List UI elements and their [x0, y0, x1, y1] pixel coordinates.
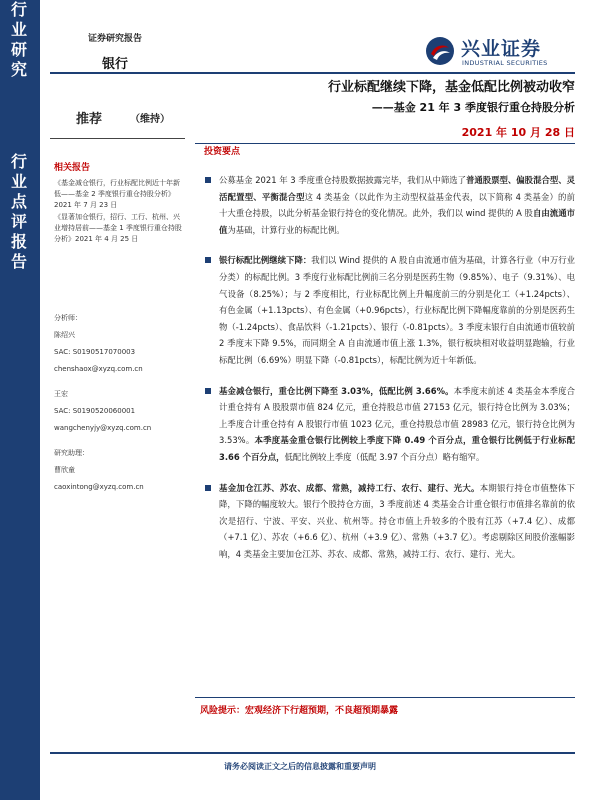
related-reports-heading: 相关报告: [54, 163, 91, 173]
doc-type-label: 证券研究报告: [88, 34, 143, 44]
sidebar: [0, 0, 40, 800]
sidebar-report-type: 行 业 点 评 报 告: [10, 152, 29, 271]
analyst-name: 陈绍兴: [54, 331, 75, 339]
analyst-entry: [54, 445, 186, 496]
analyst-sac: SAC: S0190520060001: [54, 407, 136, 415]
analyst-name: 王宏: [54, 390, 68, 398]
sidebar-category: 行 业 研 究: [10, 0, 29, 79]
logo-mark-icon: [425, 36, 455, 66]
logo-text-en: INDUSTRIAL SECURITIES: [462, 59, 548, 67]
bullet-point: 基金加仓江苏、苏农、成都、常熟，减持工行、农行、建行、光大。本期银行持仓市值整体下降，下降的幅度较大。银行个股持仓方面，3 季度前述 4 类基金合计重仓银行市值排名靠前的依次是招行、宁波、平安、兴业、杭州等。持仓市值上升较多的个股有江苏（+7.4 亿）、成都（+7.1 亿）、苏农（+6.6 亿）、杭州（+3.9 亿）、常熟（+3.7 亿）。考虑剔除区间股价涨幅影响，4 类基金主要加仓江苏、苏农、成都、常熟，减持工行、农行、建行、光大。: [205, 480, 575, 563]
bullet-icon: [205, 485, 211, 491]
rating-status: （维持）: [130, 114, 170, 125]
related-reports-list: [54, 178, 186, 246]
page-subtitle: ——基金 21 年 3 季度银行重仓持股分析: [371, 101, 575, 114]
bullet-icon: [205, 257, 211, 263]
investment-points: [205, 172, 575, 576]
analyst-entry: [54, 386, 186, 437]
right-divider: [195, 143, 575, 144]
analyst-sac: SAC: S0190517070003: [54, 348, 136, 356]
left-divider: [50, 138, 185, 139]
company-logo: [425, 34, 575, 70]
investment-heading: 投资要点: [204, 147, 241, 157]
related-report-item: 《显著加仓银行，招行、工行、杭州、兴业增持居前——基金 1 季度银行重仓持股分析》2021 年 4 月 25 日: [54, 213, 182, 243]
title-block: [235, 78, 575, 118]
analyst-role: 分析师：: [54, 314, 82, 322]
bullet-point: 基金减仓银行，重仓比例下降至 3.03%，低配比例 3.66%。本季度末前述 4 类基金本季度合计重仓持有 A 股股票市值 824 亿元，重仓持股总市值 27153 亿元，银行持仓比例为 3.03%；上季度合计重仓持有 A 股银行市值 1023 亿元，重仓持股总市值 28983 亿元，银行持仓比例为 3.53%。本季度基金重仓银行比例较上季度下降 0.49 个百分点，重仓银行比例低于行业标配 3.66 个百分点，低配比例较上季度（低配 3.97 个百分点）略有缩窄。: [205, 383, 575, 466]
bullet-point: 公募基金 2021 年 3 季度重仓持股数据披露完毕，我们从中筛选了普通股票型、偏股混合型、灵活配置型、平衡混合型这 4 类基金（以此作为主动型权益基金代表，以下简称 4 类基金）的前十大重仓持股，以此分析基金银行持仓的变化情况。此外，我们以 wind 提供的 A 股自由流通市值为基础，计算行业的标配比例。: [205, 172, 575, 238]
related-report-item: 《基金减仓银行，行业标配比例近十年新低——基金 2 季度银行重仓持股分析》2021 年 7 月 23 日: [54, 179, 180, 209]
bullet-icon: [205, 388, 211, 394]
footer-divider: [50, 752, 575, 754]
risk-warning: 风险提示：宏观经济下行超预期，不良超预期暴露: [200, 706, 399, 716]
analyst-email: wangchenyjy@xyzq.com.cn: [54, 424, 152, 432]
page-title: 行业标配继续下降，基金低配比例被动收窄: [327, 80, 575, 95]
analyst-name: 曹欣童: [54, 466, 75, 474]
header-divider: [50, 72, 575, 74]
report-date: 2021 年 10 月 28 日: [461, 126, 575, 139]
industry-label: 银行: [102, 57, 129, 72]
logo-text-cn: 兴业证券: [461, 38, 542, 60]
analyst-email: caoxintong@xyzq.com.cn: [54, 483, 144, 491]
bullet-point: 银行标配比例继续下降：我们以 Wind 提供的 A 股自由流通市值为基础，计算各行业（申万行业分类）的标配比例。3 季度行业标配比例前三名分别是医药生物（9.85%）、电子（9.31%）、电气设备（8.25%）；与 2 季度相比，行业标配比例上升幅度前三的分别是化工（+1.24pcts）、有色金属（+1.13pcts）、有色金属（+0.96pcts），行业标配比例下降幅度靠前的分别是医药生物（-1.24pcts）、食品饮料（-1.21pcts）、银行（-0.81pcts）。3 季度末银行自由流通市值较前 2 季度末下降 9.5%，而同期全 A 自由流通市值上涨 1.3%，银行板块相对收益明显跑输，行业标配比例（6.69%）明显下降（-0.81pcts），标配比例为近十年新低。: [205, 252, 575, 368]
risk-divider: [195, 697, 575, 698]
analyst-email: chenshaox@xyzq.com.cn: [54, 365, 143, 373]
analyst-role: 研究助理：: [54, 449, 89, 457]
analyst-entry: [54, 310, 186, 378]
rating: 推荐: [76, 112, 103, 127]
footer-disclaimer: 请务必阅读正文之后的信息披露和重要声明: [224, 762, 376, 771]
bullet-icon: [205, 177, 211, 183]
analyst-list: [54, 310, 186, 504]
